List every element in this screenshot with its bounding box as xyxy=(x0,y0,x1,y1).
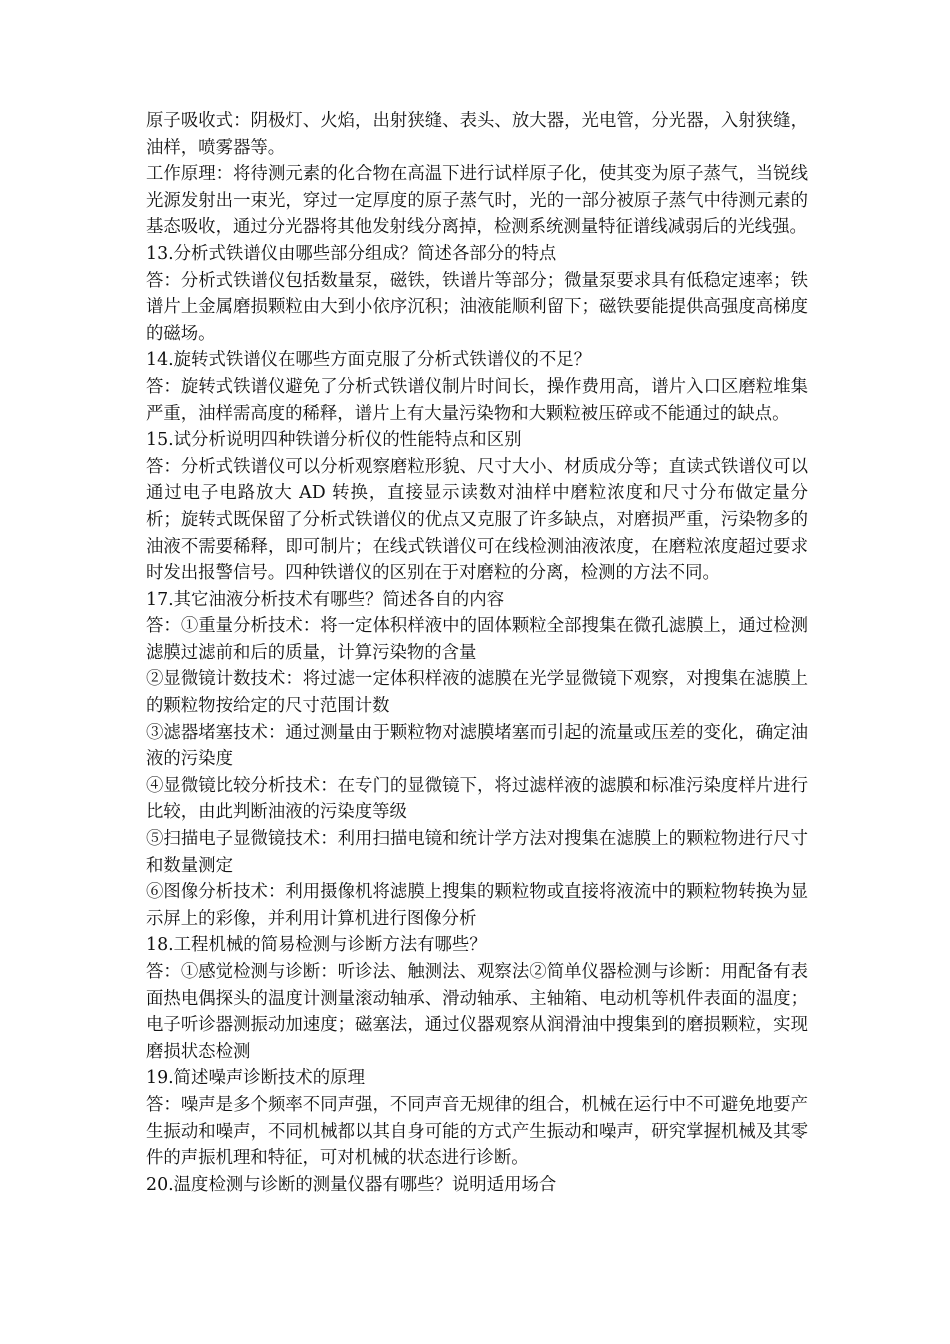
question-17: 17.其它油液分析技术有哪些？简述各自的内容 xyxy=(146,589,505,610)
document-body xyxy=(146,108,808,1198)
question-15: 15.试分析说明四种铁谱分析仪的性能特点和区别 xyxy=(146,430,522,451)
answer-17-item-3: ③滤器堵塞技术：通过测量由于颗粒物对滤膜堵塞而引起的流量或压差的变化，确定油液的污染度 xyxy=(146,722,808,770)
question-18: 18.工程机械的简易检测与诊断方法有哪些？ xyxy=(146,935,487,956)
question-20: 20.温度检测与诊断的测量仪器有哪些？说明适用场合 xyxy=(146,1174,557,1195)
answer-15: 答：分析式铁谱仪可以分析观察磨粒形貌、尺寸大小、材质成分等；直读式铁谱仪可以通过电子电路放大 AD 转换，直接显示读数对油样中磨粒浓度和尺寸分布做定量分析；旋转式既保留了分析式铁谱仪的优点又克服了许多缺点，对磨损严重，污染物多的油液不需要稀释，即可制片；在线式铁谱仪可在线检测油液浓度，在磨粒浓度超过要求时发出报警信号。四种铁谱仪的区别在于对磨粒的分离，检测的方法不同。 xyxy=(146,456,808,584)
answer-17-item-2: ②显微镜计数技术：将过滤一定体积样液的滤膜在光学显微镜下观察，对搜集在滤膜上的颗粒物按给定的尺寸范围计数 xyxy=(146,669,808,717)
answer-17-item-5: ⑤扫描电子显微镜技术：利用扫描电镜和统计学方法对搜集在滤膜上的颗粒物进行尺寸和数量测定 xyxy=(146,829,808,876)
answer-19: 答：噪声是多个频率不同声强，不同声音无规律的组合，机械在运行中不可避免地要产生振动和噪声，不同机械都以其自身可能的方式产生振动和噪声，研究掌握机械及其零件的声振机理和特征，可对机械的状态进行诊断。 xyxy=(146,1094,808,1169)
question-19: 19.简述噪声诊断技术的原理 xyxy=(146,1068,365,1089)
paragraph-atomic-absorption-components: 原子吸收式：阴极灯、火焰，出射狭缝、表头、放大器，光电管，分光器，入射狭缝，油样，喷雾器等。 xyxy=(146,111,808,158)
question-13: 13.分析式铁谱仪由哪些部分组成？简述各部分的特点 xyxy=(146,243,557,264)
answer-14: 答：旋转式铁谱仪避免了分析式铁谱仪制片时间长，操作费用高，谱片入口区磨粒堆集严重，油样需高度的稀释，谱片上有大量污染物和大颗粒被压碎或不能通过的缺点。 xyxy=(146,376,808,424)
answer-17-item-4: ④显微镜比较分析技术：在专门的显微镜下，将过滤样液的滤膜和标准污染度样片进行比较，由此判断油液的污染度等级 xyxy=(146,775,808,823)
answer-13: 答：分析式铁谱仪包括数量泵，磁铁，铁谱片等部分；微量泵要求具有低稳定速率；铁谱片上金属磨损颗粒由大到小依序沉积；油液能顺利留下；磁铁要能提供高强度高梯度的磁场。 xyxy=(146,270,808,344)
answer-17-item-1: 答：①重量分析技术：将一定体积样液中的固体颗粒全部搜集在微孔滤膜上，通过检测滤膜过滤前和后的质量，计算污染物的含量 xyxy=(146,616,808,663)
question-14: 14.旋转式铁谱仪在哪些方面克服了分析式铁谱仪的不足？ xyxy=(146,350,592,371)
answer-17-item-6: ⑥图像分析技术：利用摄像机将滤膜上搜集的颗粒物或直接将液流中的颗粒物转换为显示屏上的彩像，并利用计算机进行图像分析 xyxy=(146,882,808,929)
paragraph-working-principle: 工作原理：将待测元素的化合物在高温下进行试样原子化，使其变为原子蒸气，当锐线光源发射出一束光，穿过一定厚度的原子蒸气时，光的一部分被原子蒸气中待测元素的基态吸收，通过分光器将其他发射线分离掉，检测系统测量特征谱线减弱后的光线强。 xyxy=(146,164,808,238)
answer-18: 答：①感觉检测与诊断：听诊法、触测法、观察法②简单仪器检测与诊断：用配备有表面热电偶探头的温度计测量滚动轴承、滑动轴承、主轴箱、电动机等机件表面的温度；电子听诊器测振动加速度；磁塞法，通过仪器观察从润滑油中搜集到的磨损颗粒，实现磨损状态检测 xyxy=(146,962,808,1062)
